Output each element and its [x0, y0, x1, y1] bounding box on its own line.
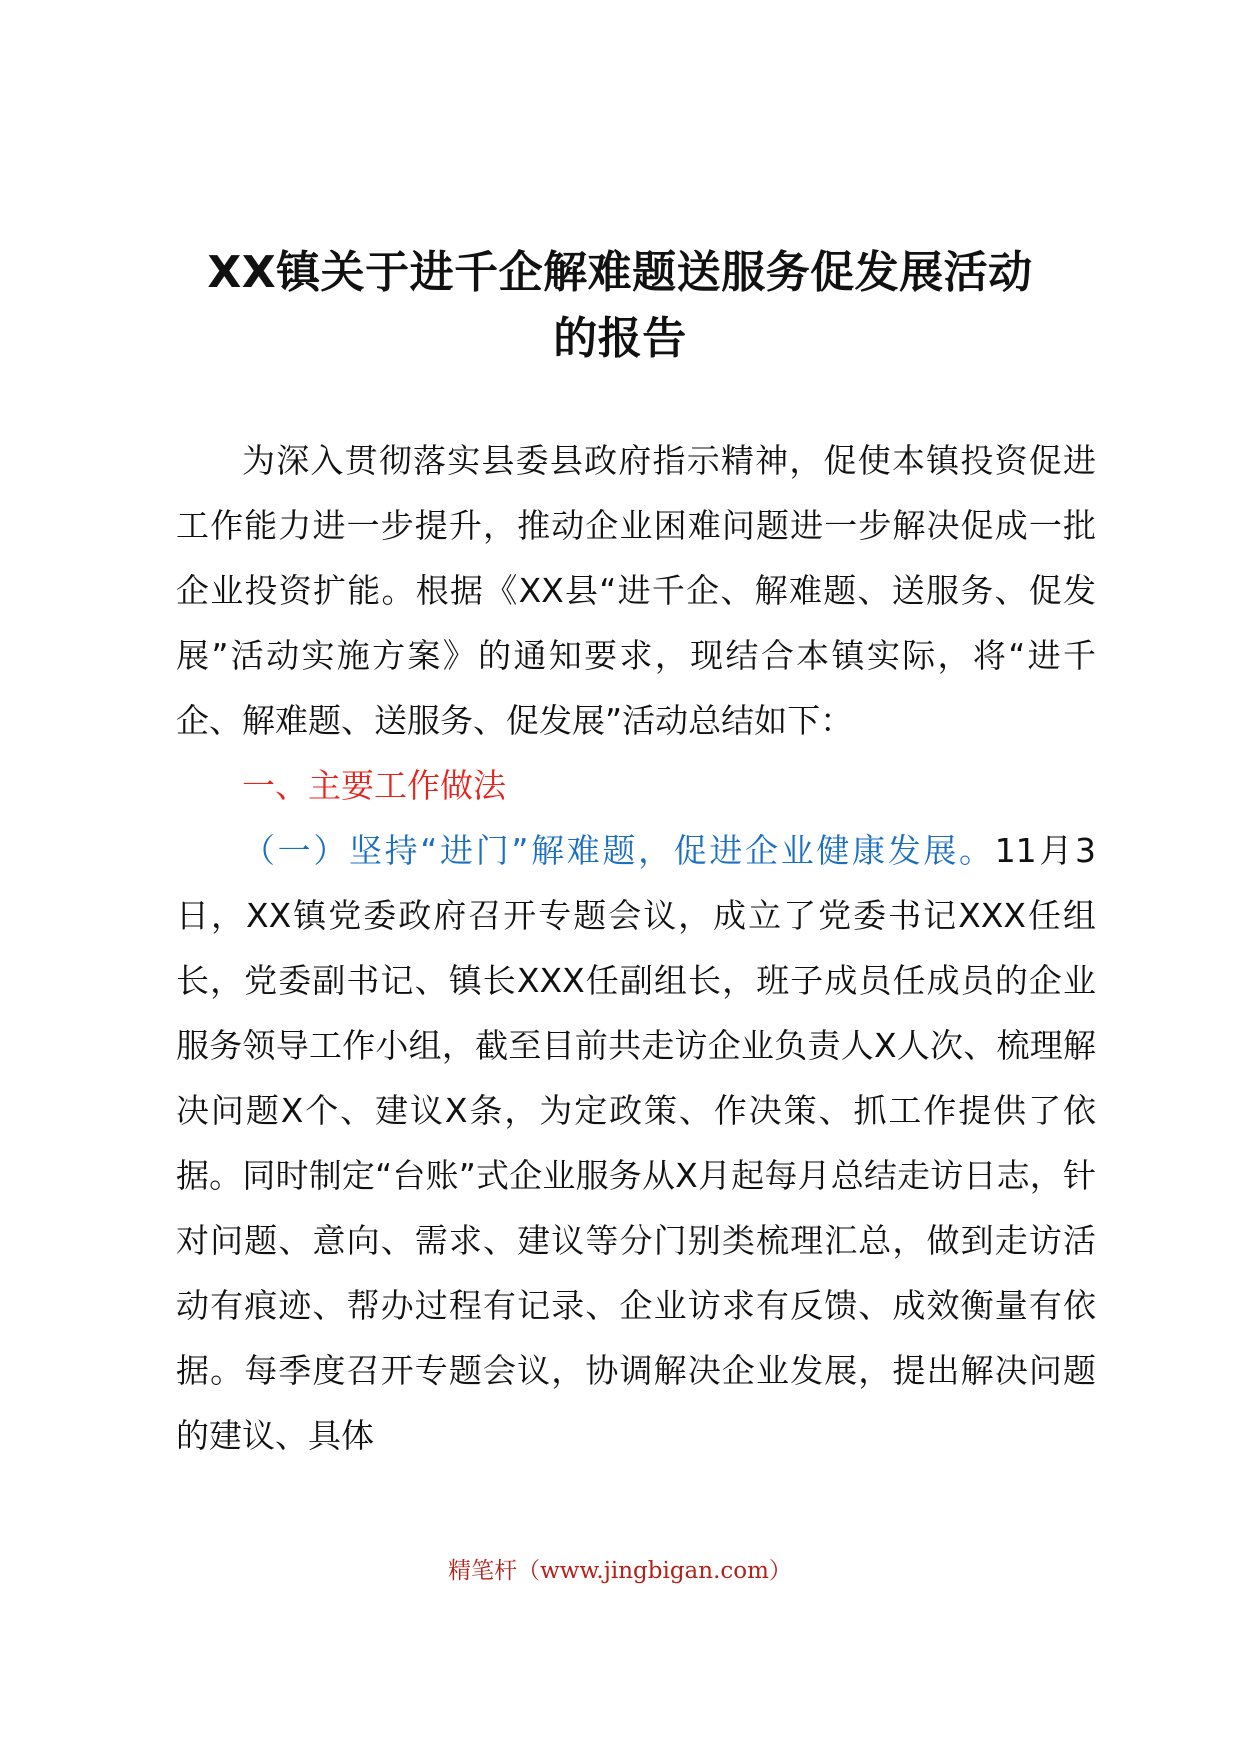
subsection-heading: （一）坚持“进门”解难题，促进企业健康发展。 [242, 831, 995, 870]
footer-watermark: 精笔杆（www.jingbigan.com） [448, 1558, 792, 1584]
subsection-body: 11月3日，XX镇党委政府召开专题会议，成立了党委书记XXX任组长，党委副书记、镇长XXX任副组长，班子成员任成员的企业服务领导工作小组，截至目前共走访企业负责人X人次、梳理解决问题X个、建议X条，为定政策、作决策、抓工作提供了依据。同时制定“台账”式企业服务从X月起每月总结走访日志，针对问题、意向、需求、建议等分门别类梳理汇总，做到走访活动有痕迹、帮办过程有记录、企业访求有反馈、成效衡量有依据。每季度召开专题会议，协调解决企业发展，提出解决问题的建议、具体 [176, 831, 1096, 1455]
document-title [150, 240, 1090, 372]
document-body [176, 428, 1096, 1468]
section-heading: 一、主要工作做法 [242, 766, 506, 805]
subsection-paragraph [176, 818, 1096, 1468]
title-line-2: 的报告 [553, 313, 687, 364]
intro-paragraph: 为深入贯彻落实县委县政府指示精神，促使本镇投资促进工作能力进一步提升，推动企业困难问题进一步解决促成一批企业投资扩能。根据《XX县“进千企、解难题、送服务、促发展”活动实施方案》的通知要求，现结合本镇实际，将“进千企、解难题、送服务、促发展”活动总结如下： [176, 441, 1096, 740]
title-line-1: XX镇关于进千企解难题送服务促发展活动 [207, 247, 1033, 298]
